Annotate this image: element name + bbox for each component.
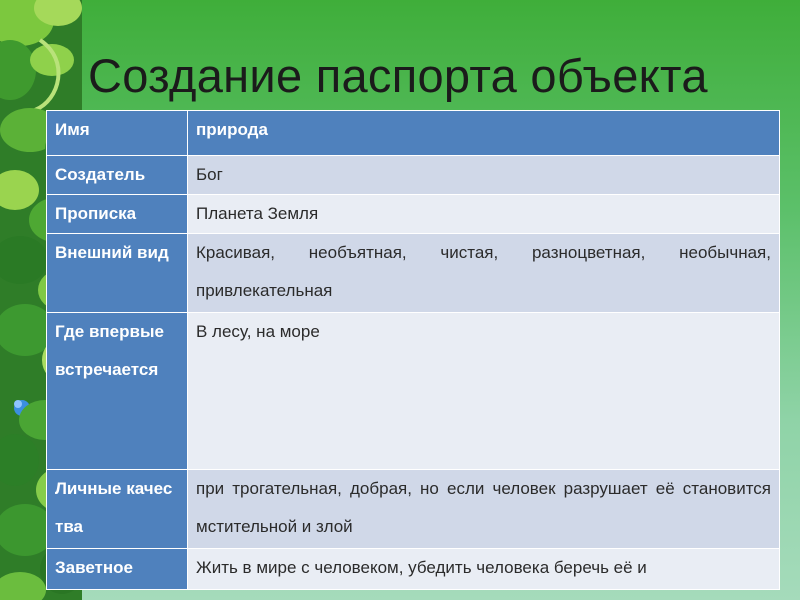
table-row	[47, 234, 780, 313]
row-value: Красивая, необъятная, чистая, разноцветная, необычная, привлекательная	[188, 234, 780, 313]
row-key: Создатель	[47, 156, 188, 195]
table-row	[47, 111, 780, 156]
row-value: природа	[188, 111, 780, 156]
row-value: Бог	[188, 156, 780, 195]
row-key: Прописка	[47, 195, 188, 234]
table-row	[47, 470, 780, 549]
passport-table	[46, 110, 780, 590]
table-row	[47, 549, 780, 590]
row-value: Жить в мире с человеком, убедить человека беречь её и	[188, 549, 780, 590]
row-key: Личные качества	[47, 470, 188, 549]
row-key: Внешний вид	[47, 234, 188, 313]
table-row	[47, 156, 780, 195]
row-value: при трогательная, добрая, но если человек разрушает её становится мстительной и злой	[188, 470, 780, 549]
slide-title: Создание паспорта объекта	[88, 49, 708, 102]
row-key: Заветное	[47, 549, 188, 590]
row-value: В лесу, на море	[188, 313, 780, 470]
table-row	[47, 195, 780, 234]
table-row	[47, 313, 780, 470]
row-key: Имя	[47, 111, 188, 156]
row-value: Планета Земля	[188, 195, 780, 234]
row-key: Где впервые встречается	[47, 313, 188, 470]
